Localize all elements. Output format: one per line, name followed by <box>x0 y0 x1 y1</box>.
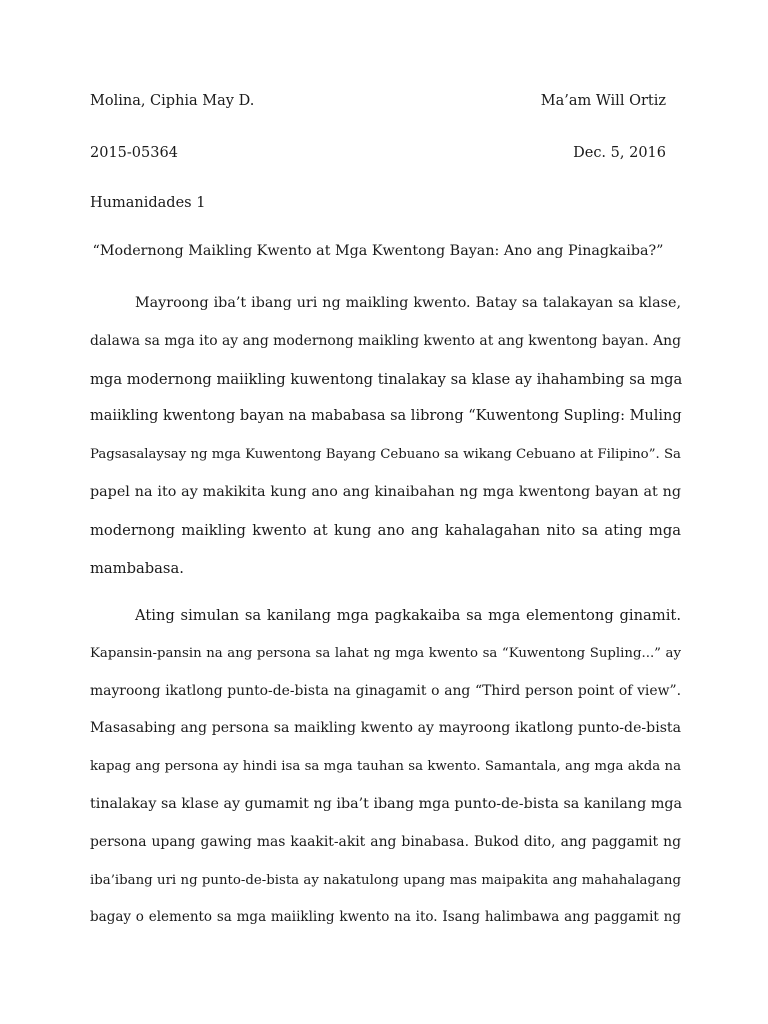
paragraph-line: Pagsasalaysay ng mga Kuwentong Bayang Cebuano sa wikang Cebuano at Filipino”. Sa <box>90 447 681 463</box>
paragraph-2 <box>90 597 681 937</box>
student-name: Molina, Ciphia May D. <box>90 93 255 109</box>
paragraph-line: persona upang gawing mas kaakit-akit ang binabasa. Bukod dito, ang paggamit ng <box>90 833 681 850</box>
paragraph-line: Mayroong iba’t ibang uri ng maikling kwento. Batay sa talakayan sa klase, <box>135 295 681 311</box>
paragraph-line: tinalakay sa klase ay gumamit ng iba’t ibang mga punto-de-bista sa kanilang mga <box>90 795 683 812</box>
header-row-1 <box>90 93 666 109</box>
paragraph-line: mga modernong maiikling kuwentong tinalakay sa klase ay ihahambing sa mga <box>90 370 683 388</box>
paragraph-line: mayroong ikatlong punto-de-bista na ginagamit o ang “Third person point of view”. <box>90 682 681 699</box>
paragraph-line: dalawa sa mga ito ay ang modernong maikling kwento at ang kwentong bayan. Ang <box>90 332 681 349</box>
paragraph-line: modernong maikling kwento at kung ano ang kahalagahan nito sa ating mga <box>90 521 681 539</box>
header-row-2 <box>90 145 666 161</box>
paragraph-line: papel na ito ay makikita kung ano ang kinaibahan ng mga kwentong bayan at ng <box>90 483 681 500</box>
paragraph-line: maiikling kwentong bayan na mababasa sa librong “Kuwentong Supling: Muling <box>90 408 682 425</box>
student-number: 2015-05364 <box>90 145 178 161</box>
paragraph-line: Ating simulan sa kanilang mga pagkakaiba sa mga elementong ginamit. <box>135 607 681 624</box>
paragraph-line: mambabasa. <box>90 559 184 577</box>
essay-title: “Modernong Maikling Kwento at Mga Kwentong Bayan: Ano ang Pinagkaiba?” <box>92 243 664 259</box>
teacher-name: Ma’am Will Ortiz <box>540 93 666 109</box>
paragraph-line: Kapansin-pansin na ang persona sa lahat ng mga kwento sa “Kuwentong Supling...” ay <box>90 645 681 661</box>
paragraph-1 <box>90 285 681 587</box>
paragraph-line: Masasabing ang persona sa maikling kwento ay mayroong ikatlong punto-de-bista <box>90 720 681 737</box>
paragraph-line: bagay o elemento sa mga maiikling kwento na ito. Isang halimbawa ang paggamit ng <box>90 909 681 926</box>
submission-date: Dec. 5, 2016 <box>573 145 666 161</box>
paragraph-line: kapag ang persona ay hindi isa sa mga tauhan sa kwento. Samantala, ang mga akda na <box>90 759 681 775</box>
course-name: Humanidades 1 <box>90 195 206 211</box>
paragraph-line: iba’ibang uri ng punto-de-bista ay nakatulong upang mas maipakita ang mahahalagang <box>90 872 681 888</box>
